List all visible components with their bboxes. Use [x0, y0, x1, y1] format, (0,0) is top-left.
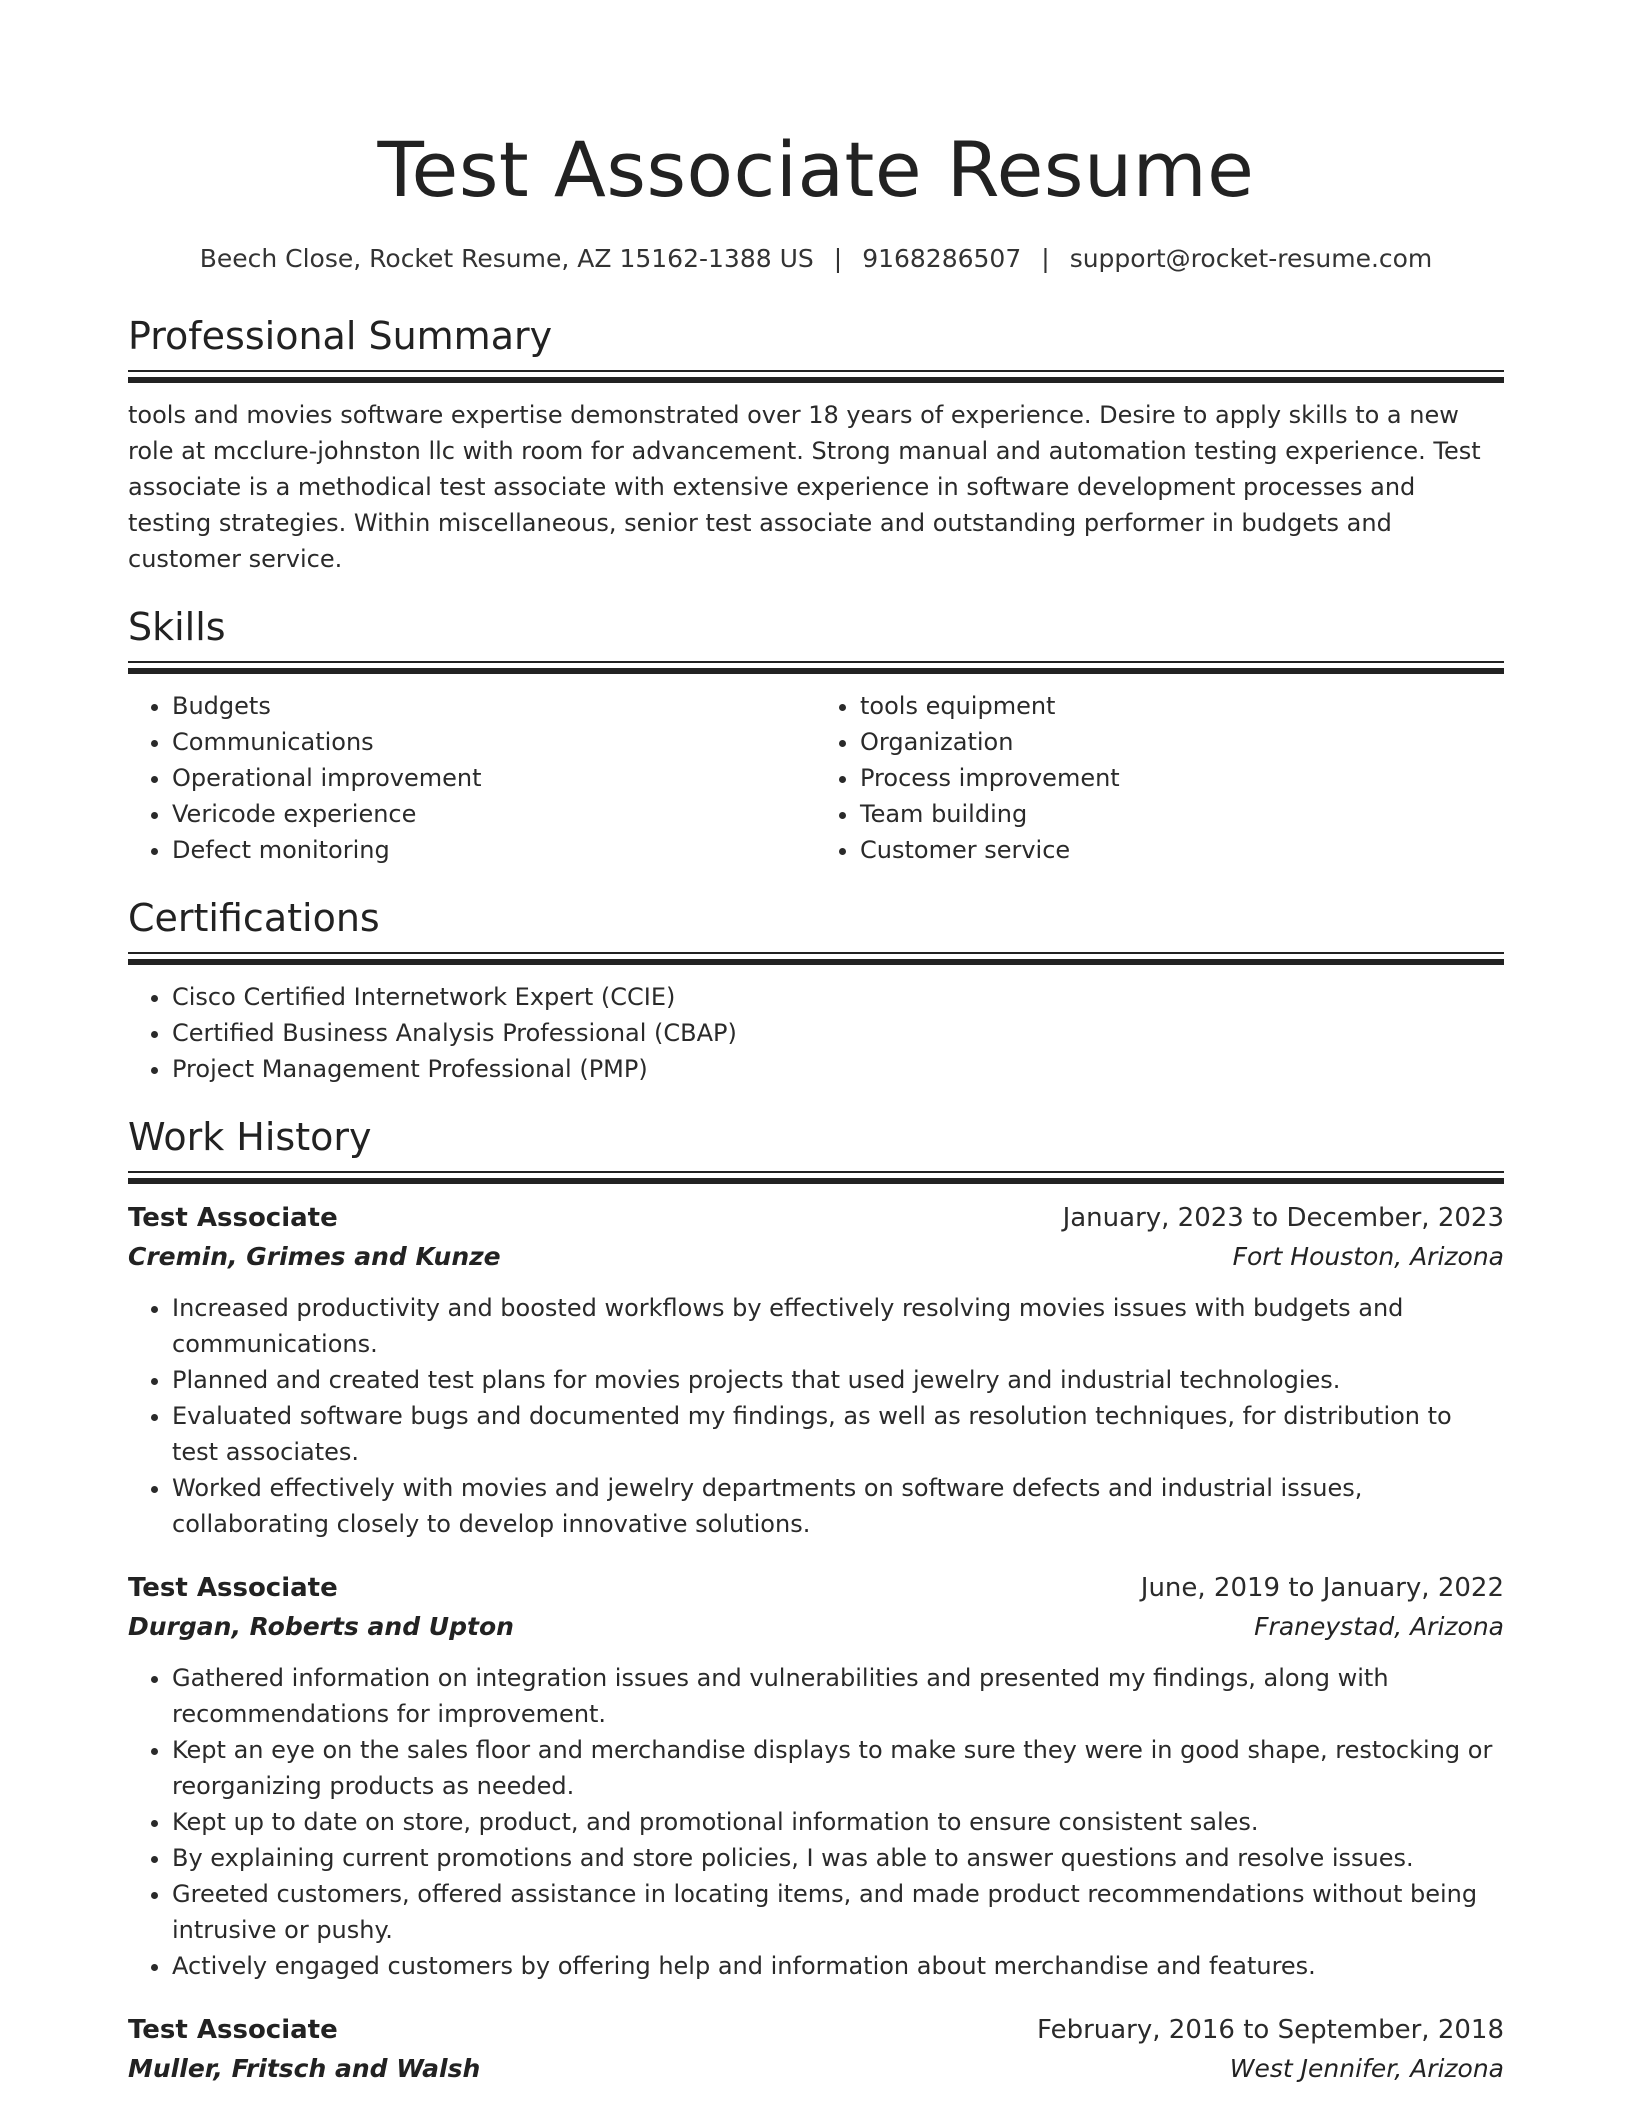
job-location: Franeystad, Arizona — [1254, 1612, 1504, 1641]
skill-item: • tools equipment — [860, 688, 1504, 724]
certifications-heading: Certifications — [128, 896, 380, 940]
skill-item: • Operational improvement — [172, 760, 816, 796]
skill-item: • Vericode experience — [172, 796, 816, 832]
certifications-section — [128, 894, 1504, 1087]
resume-title: Test Associate Resume — [377, 125, 1255, 214]
certification-item: • Certified Business Analysis Professional (CBAP) — [172, 1015, 1504, 1051]
job-title: Test Associate — [128, 2015, 338, 2045]
skills-heading: Skills — [128, 605, 226, 649]
summary-section — [128, 312, 1504, 577]
job-company: Durgan, Roberts and Upton — [128, 1612, 514, 1641]
job-bullet: • Greeted customers, offered assistance in locating items, and made product recommendations without being intrusive or pushy. — [172, 1876, 1504, 1948]
section-divider — [128, 1171, 1504, 1184]
job-bullet: • Worked effectively with movies and jewelry departments on software defects and industrial issues, collaborating closely to develop innovative solutions. — [172, 1470, 1504, 1542]
certification-item: • Cisco Certified Internetwork Expert (CCIE) — [172, 979, 1504, 1015]
skill-item: • Defect monitoring — [172, 832, 816, 868]
skills-list-right — [816, 688, 1504, 868]
job-bullets — [128, 1290, 1504, 1542]
skill-item: • Process improvement — [860, 760, 1504, 796]
summary-heading: Professional Summary — [128, 314, 553, 358]
job-company: Muller, Fritsch and Walsh — [128, 2054, 481, 2083]
skills-section — [128, 603, 1504, 868]
job-entry — [128, 1198, 1504, 1542]
job-bullet: • Planned and created test plans for movies projects that used jewelry and industrial technologies. — [172, 1362, 1504, 1398]
job-bullet: • Actively engaged customers by offering help and information about merchandise and features. — [172, 1948, 1504, 1984]
contact-address: Beech Close, Rocket Resume, AZ 15162-1388 US — [199, 244, 814, 273]
job-title: Test Associate — [128, 1573, 338, 1603]
job-title: Test Associate — [128, 1203, 338, 1233]
certifications-list — [128, 979, 1504, 1087]
job-location: Fort Houston, Arizona — [1232, 1242, 1504, 1271]
skills-list-left — [128, 688, 816, 868]
summary-text: tools and movies software expertise demonstrated over 18 years of experience. Desire to apply skills to a new role at mcclure-johnston llc with room for advancement. Strong manual and automation testing experience. Test associate is a methodical test associate with extensive experience in software development processes and testing strategies. Within miscellaneous, senior test associate and outstanding performer in budgets and customer service. — [128, 401, 1481, 573]
skills-grid — [128, 674, 1504, 868]
contact-separator: | — [1041, 244, 1050, 273]
job-dates: January, 2023 to December, 2023 — [1062, 1203, 1504, 1233]
job-bullet: • Increased productivity and boosted workflows by effectively resolving movies issues with budgets and communications. — [172, 1290, 1504, 1362]
contact-email: support@rocket-resume.com — [1069, 244, 1433, 273]
skill-item: • Team building — [860, 796, 1504, 832]
job-bullet: • By explaining current promotions and store policies, I was able to answer questions and resolve issues. — [172, 1840, 1504, 1876]
contact-separator: | — [833, 244, 843, 273]
job-bullet: • Evaluated software bugs and documented my findings, as well as resolution techniques, for distribution to test associates. — [172, 1398, 1504, 1470]
job-location: West Jennifer, Arizona — [1229, 2054, 1504, 2083]
job-bullet: • Kept an eye on the sales floor and merchandise displays to make sure they were in good shape, restocking or reorganizing products as needed. — [172, 1732, 1504, 1804]
job-bullet: • Kept up to date on store, product, and promotional information to ensure consistent sales. — [172, 1804, 1504, 1840]
job-company: Cremin, Grimes and Kunze — [128, 1242, 501, 1271]
job-entry — [128, 2010, 1504, 2088]
job-bullets — [128, 1660, 1504, 1984]
skill-item: • Communications — [172, 724, 816, 760]
work-history-section — [128, 1113, 1504, 2088]
section-divider — [128, 952, 1504, 965]
section-divider — [128, 661, 1504, 674]
job-dates: June, 2019 to January, 2022 — [1140, 1573, 1504, 1603]
skill-item: • Customer service — [860, 832, 1504, 868]
section-divider — [128, 370, 1504, 383]
job-dates: February, 2016 to September, 2018 — [1037, 2015, 1504, 2045]
skill-item: • Organization — [860, 724, 1504, 760]
contact-phone: 9168286507 — [862, 244, 1022, 273]
certification-item: • Project Management Professional (PMP) — [172, 1051, 1504, 1087]
contact-line — [128, 242, 1504, 276]
job-entry — [128, 1568, 1504, 1984]
skill-item: • Budgets — [172, 688, 816, 724]
job-bullet: • Gathered information on integration issues and vulnerabilities and presented my findings, along with recommendations for improvement. — [172, 1660, 1504, 1732]
work-history-heading: Work History — [128, 1115, 372, 1159]
